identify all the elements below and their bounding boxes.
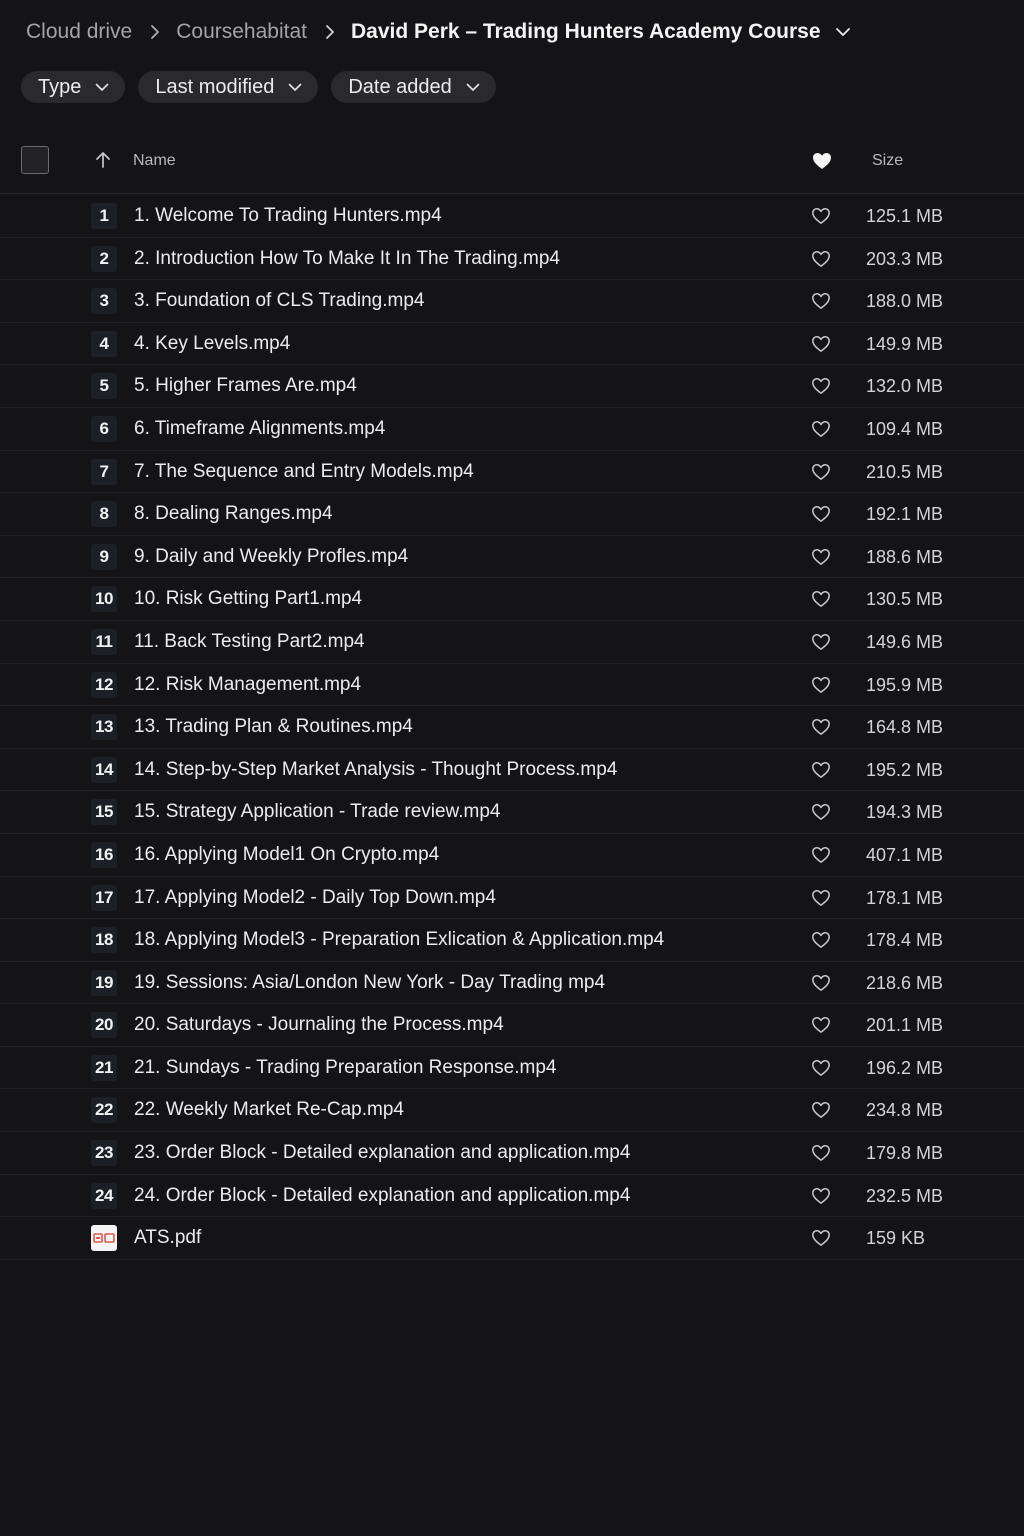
- column-header-name[interactable]: Name: [133, 152, 176, 169]
- file-size: 125.1 MB: [866, 206, 944, 226]
- file-name[interactable]: 14. Step-by-Step Market Analysis - Thought Process.mp4: [134, 758, 618, 780]
- heart-outline-icon[interactable]: [811, 420, 831, 443]
- file-size: 203.3 MB: [866, 248, 944, 269]
- breadcrumb-root[interactable]: Cloud drive: [26, 20, 133, 43]
- video-thumbnail: 18: [91, 927, 117, 953]
- filter-date-added-button[interactable]: [331, 71, 495, 103]
- heart-outline-icon[interactable]: [811, 590, 831, 613]
- video-thumbnail: 1: [91, 203, 117, 229]
- file-size: 109.4 MB: [866, 418, 944, 439]
- video-thumbnail: 16: [91, 842, 117, 868]
- heart-outline-icon[interactable]: [811, 676, 831, 699]
- select-all-checkbox[interactable]: [21, 146, 49, 174]
- breadcrumb-parent[interactable]: Coursehabitat: [176, 20, 307, 43]
- file-size: 179.8 MB: [866, 1143, 944, 1164]
- file-name[interactable]: 16. Applying Model1 On Crypto.mp4: [134, 843, 440, 865]
- file-row[interactable]: [0, 1089, 1024, 1132]
- file-row[interactable]: [0, 280, 1024, 323]
- video-thumbnail: 22: [91, 1097, 117, 1123]
- file-row[interactable]: [0, 791, 1024, 834]
- video-thumbnail: 14: [91, 757, 117, 783]
- file-row[interactable]: [0, 1175, 1024, 1218]
- file-row[interactable]: [0, 749, 1024, 792]
- file-name[interactable]: 17. Applying Model2 - Daily Top Down.mp4: [134, 886, 496, 908]
- file-name[interactable]: 7. The Sequence and Entry Models.mp4: [134, 460, 474, 482]
- heart-outline-icon[interactable]: [811, 335, 831, 358]
- heart-outline-icon[interactable]: [811, 1144, 831, 1167]
- chevron-down-icon: [95, 83, 109, 92]
- filter-last-modified-button[interactable]: [138, 71, 318, 103]
- file-row[interactable]: [0, 706, 1024, 749]
- file-row[interactable]: [0, 451, 1024, 494]
- heart-outline-icon[interactable]: [811, 889, 831, 912]
- file-name[interactable]: 5. Higher Frames Are.mp4: [134, 375, 357, 397]
- file-size: 196.2 MB: [866, 1057, 944, 1078]
- file-row[interactable]: [0, 1132, 1024, 1175]
- file-size: 234.8 MB: [866, 1100, 944, 1121]
- file-size: 232.5 MB: [866, 1185, 944, 1206]
- file-row[interactable]: [0, 195, 1024, 238]
- heart-outline-icon[interactable]: [811, 718, 831, 741]
- video-thumbnail: 24: [91, 1183, 117, 1209]
- video-thumbnail: 23: [91, 1140, 117, 1166]
- file-name[interactable]: 6. Timeframe Alignments.mp4: [134, 417, 386, 439]
- file-name[interactable]: 20. Saturdays - Journaling the Process.mp4: [134, 1014, 504, 1036]
- file-size: 130.5 MB: [866, 589, 944, 610]
- file-size: 159 KB: [866, 1228, 926, 1249]
- video-thumbnail: 7: [91, 459, 117, 485]
- sort-ascending-icon[interactable]: [95, 151, 111, 174]
- heart-outline-icon[interactable]: [811, 1229, 831, 1252]
- file-name[interactable]: 19. Sessions: Asia/London New York - Day Trading mp4: [134, 971, 606, 993]
- file-row[interactable]: [0, 877, 1024, 920]
- file-row[interactable]: [0, 365, 1024, 408]
- filter-type-button[interactable]: [21, 71, 125, 103]
- file-name[interactable]: ATS.pdf: [134, 1227, 202, 1249]
- file-name[interactable]: 24. Order Block - Detailed explanation and application.mp4: [134, 1184, 631, 1206]
- file-row[interactable]: [0, 664, 1024, 707]
- file-name[interactable]: 13. Trading Plan & Routines.mp4: [134, 716, 413, 738]
- file-size: 132.0 MB: [866, 376, 944, 397]
- heart-outline-icon[interactable]: [811, 1059, 831, 1082]
- video-thumbnail: 15: [91, 799, 117, 825]
- file-row[interactable]: [0, 621, 1024, 664]
- filter-bar: [21, 71, 496, 103]
- video-thumbnail: 11: [91, 629, 117, 655]
- file-name[interactable]: 21. Sundays - Trading Preparation Response.mp4: [134, 1056, 557, 1078]
- pdf-icon: [91, 1225, 117, 1251]
- file-row[interactable]: [0, 834, 1024, 877]
- video-thumbnail: 9: [91, 544, 117, 570]
- file-row[interactable]: [0, 323, 1024, 366]
- heart-outline-icon[interactable]: [811, 548, 831, 571]
- file-row[interactable]: [0, 1047, 1024, 1090]
- heart-outline-icon[interactable]: [811, 250, 831, 273]
- file-name[interactable]: 22. Weekly Market Re-Cap.mp4: [134, 1099, 404, 1121]
- heart-outline-icon[interactable]: [811, 633, 831, 656]
- heart-outline-icon[interactable]: [811, 463, 831, 486]
- chevron-right-icon: [150, 24, 160, 40]
- heart-outline-icon[interactable]: [811, 803, 831, 826]
- file-size: 188.0 MB: [866, 291, 944, 312]
- file-row[interactable]: [0, 1217, 1024, 1260]
- video-thumbnail: 5: [91, 373, 117, 399]
- video-thumbnail: 4: [91, 331, 117, 357]
- chevron-down-icon: [466, 83, 480, 92]
- file-row[interactable]: [0, 962, 1024, 1005]
- file-size: 178.1 MB: [866, 887, 944, 908]
- file-row[interactable]: [0, 578, 1024, 621]
- file-name[interactable]: 3. Foundation of CLS Trading.mp4: [134, 290, 425, 312]
- file-list: [0, 195, 1024, 1260]
- file-size: 218.6 MB: [866, 972, 944, 993]
- file-name[interactable]: 10. Risk Getting Part1.mp4: [134, 588, 363, 610]
- heart-outline-icon[interactable]: [811, 377, 831, 400]
- file-name[interactable]: 8. Dealing Ranges.mp4: [134, 503, 333, 525]
- file-size: 192.1 MB: [866, 504, 944, 525]
- file-name[interactable]: 1. Welcome To Trading Hunters.mp4: [134, 205, 442, 226]
- video-thumbnail: 17: [91, 885, 117, 911]
- video-thumbnail: 20: [91, 1012, 117, 1038]
- file-size: 201.1 MB: [866, 1015, 944, 1036]
- video-thumbnail: 10: [91, 586, 117, 612]
- filter-last-modified-label: Last modified: [155, 75, 275, 98]
- heart-outline-icon[interactable]: [811, 761, 831, 784]
- file-row[interactable]: [0, 1004, 1024, 1047]
- file-row[interactable]: [0, 536, 1024, 579]
- heart-outline-icon[interactable]: [811, 1016, 831, 1039]
- video-thumbnail: 13: [91, 714, 117, 740]
- file-name[interactable]: 18. Applying Model3 - Preparation Exlication & Application.mp4: [134, 929, 665, 951]
- heart-outline-icon[interactable]: [811, 974, 831, 997]
- video-thumbnail: 12: [91, 672, 117, 698]
- file-size: 164.8 MB: [866, 717, 944, 738]
- heart-outline-icon[interactable]: [811, 846, 831, 869]
- video-thumbnail: 3: [91, 288, 117, 314]
- file-size: 407.1 MB: [866, 844, 944, 865]
- filter-type-label: Type: [38, 75, 82, 98]
- file-name[interactable]: 11. Back Testing Part2.mp4: [134, 630, 365, 652]
- file-size: 149.9 MB: [866, 333, 944, 354]
- file-name[interactable]: 2. Introduction How To Make It In The Trading.mp4: [134, 247, 560, 269]
- video-thumbnail: 6: [91, 416, 117, 442]
- file-name[interactable]: 9. Daily and Weekly Profles.mp4: [134, 545, 409, 567]
- heart-outline-icon[interactable]: [811, 931, 831, 954]
- chevron-right-icon: [325, 24, 335, 40]
- chevron-down-icon[interactable]: [835, 27, 851, 37]
- heart-outline-icon[interactable]: [811, 207, 831, 230]
- file-size: 195.9 MB: [866, 674, 944, 695]
- file-name[interactable]: 23. Order Block - Detailed explanation and application.mp4: [134, 1142, 631, 1164]
- file-size: 210.5 MB: [866, 461, 944, 482]
- filter-date-added-label: Date added: [348, 75, 452, 98]
- file-size: 195.2 MB: [866, 759, 944, 780]
- favorite-heart-icon[interactable]: [812, 152, 832, 175]
- file-name[interactable]: 12. Risk Management.mp4: [134, 673, 362, 695]
- heart-outline-icon[interactable]: [811, 505, 831, 528]
- heart-outline-icon[interactable]: [811, 292, 831, 315]
- breadcrumb: [26, 14, 851, 50]
- breadcrumb-current-folder[interactable]: David Perk – Trading Hunters Academy Course: [350, 20, 821, 43]
- file-size: 178.4 MB: [866, 930, 944, 951]
- video-thumbnail: 8: [91, 501, 117, 527]
- column-header-size[interactable]: Size: [872, 152, 904, 169]
- chevron-down-icon: [288, 83, 302, 92]
- file-row[interactable]: [0, 919, 1024, 962]
- file-name[interactable]: 15. Strategy Application - Trade review.mp4: [134, 801, 501, 823]
- heart-outline-icon[interactable]: [811, 1101, 831, 1124]
- file-name[interactable]: 4. Key Levels.mp4: [134, 332, 291, 354]
- file-size: 188.6 MB: [866, 546, 944, 567]
- video-thumbnail: 19: [91, 970, 117, 996]
- heart-outline-icon[interactable]: [811, 1187, 831, 1210]
- file-size: 149.6 MB: [866, 631, 944, 652]
- file-row[interactable]: [0, 238, 1024, 281]
- file-size: 194.3 MB: [866, 802, 944, 823]
- video-thumbnail: 2: [91, 246, 117, 272]
- file-row[interactable]: [0, 493, 1024, 536]
- file-row[interactable]: [0, 408, 1024, 451]
- table-header: [0, 130, 1024, 194]
- video-thumbnail: 21: [91, 1055, 117, 1081]
